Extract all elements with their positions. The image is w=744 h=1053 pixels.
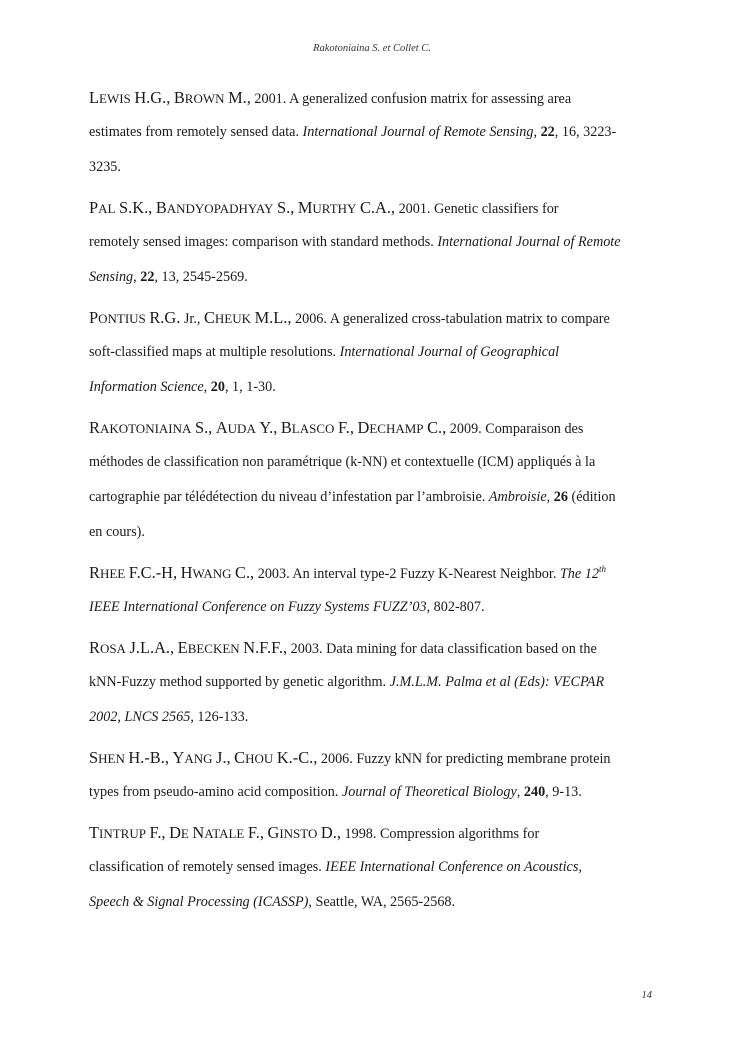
author-initial: R — [89, 638, 100, 657]
author-surname: URTHY — [312, 201, 357, 216]
running-header: Rakotoniaina S. et Collet C. — [313, 43, 431, 54]
author-given: Y., — [259, 418, 278, 437]
volume-number: 26 — [553, 489, 568, 505]
author-initial: E — [177, 638, 188, 657]
reference-entry — [89, 80, 659, 185]
author-initial: L — [89, 88, 100, 107]
reference-year: 2009. — [449, 421, 482, 437]
volume-number: 240 — [523, 784, 546, 800]
author-surname: ATALE — [204, 826, 245, 841]
author-given: M.L., — [254, 308, 292, 327]
journal-title: Journal of Theoretical Biology — [341, 784, 517, 800]
journal-title: International Journal of Geographical — [339, 344, 560, 360]
reference-line — [89, 850, 659, 885]
author-initial: R — [89, 563, 100, 582]
author-initial: P — [89, 198, 99, 217]
author-given: R.G. — [149, 308, 181, 327]
reference-year: 2001. — [254, 91, 287, 107]
reference-line — [89, 225, 659, 260]
reference-text: Comparaison des — [485, 421, 584, 437]
journal-title: International Journal of Remote — [437, 234, 621, 250]
author-surname: LASCO — [291, 421, 335, 436]
author-given: M., — [228, 88, 251, 107]
reference-punct: , — [203, 379, 208, 395]
reference-punct: , — [516, 784, 521, 800]
author-surname: E — [180, 826, 189, 841]
reference-line — [89, 515, 659, 550]
author-given: N.F.F., — [243, 638, 288, 657]
reference-line — [89, 335, 659, 370]
reference-text: 3235. — [89, 159, 121, 175]
reference-entry — [89, 740, 659, 810]
author-surname: INTRUP — [99, 826, 146, 841]
author-surname: HEN — [98, 751, 125, 766]
reference-year: 2001. — [398, 201, 431, 217]
author-initial: S — [89, 748, 99, 767]
journal-title: Information Science — [89, 379, 204, 395]
author-surname: AKOTONIAINA — [99, 421, 192, 436]
author-initial: T — [89, 823, 100, 842]
author-given: F., — [149, 823, 166, 842]
author-given: S.K., — [119, 198, 153, 217]
author-surname: ANG — [184, 751, 213, 766]
reference-text: méthodes de classification non paramétrique (k-NN) et contextuelle (ICM) appliqués à la — [89, 454, 596, 470]
reference-line — [89, 775, 659, 810]
reference-line — [89, 815, 659, 850]
author-surname: ONTIUS — [98, 311, 146, 326]
reference-entry — [89, 815, 659, 920]
reference-text: en cours). — [89, 524, 145, 540]
author-surname: BECKEN — [187, 641, 240, 656]
reference-entry — [89, 410, 659, 550]
volume-number: 20 — [210, 379, 225, 395]
reference-year: 2003. — [290, 641, 323, 657]
journal-title: IEEE International Conference on Fuzzy Systems FUZZ’03 — [89, 599, 427, 615]
reference-line — [89, 370, 659, 405]
author-surname: OSA — [99, 641, 126, 656]
journal-title: Speech & Signal Processing (ICASSP) — [89, 894, 309, 910]
author-given: F., — [337, 418, 354, 437]
reference-line — [89, 410, 659, 445]
author-surname: AL — [98, 201, 116, 216]
reference-year: 2006. — [295, 311, 327, 327]
journal-title: IEEE International Conference on Acoustics, — [325, 859, 582, 875]
author-initial: D — [169, 823, 181, 842]
reference-line — [89, 700, 659, 735]
author-initial: H — [180, 563, 193, 582]
author-initial: C — [203, 308, 215, 327]
reference-text: An interval type-2 Fuzzy K-Nearest Neighbor. — [292, 566, 557, 582]
reference-line — [89, 630, 659, 665]
reference-pages: , 9-13. — [545, 784, 582, 800]
reference-text: cartographie par télédétection du niveau d’infestation par l’ambroisie. — [89, 489, 486, 505]
author-surname: HOU — [245, 751, 274, 766]
reference-text: A generalized confusion matrix for assessing area — [289, 91, 572, 107]
author-surname: HEE — [99, 566, 126, 581]
reference-line — [89, 445, 659, 480]
reference-text: types from pseudo-amino acid composition. — [89, 784, 339, 800]
author-initial: P — [89, 308, 99, 327]
reference-pages: , 802-807. — [426, 599, 485, 615]
author-surname: WANG — [192, 566, 232, 581]
reference-punct: , — [533, 124, 538, 140]
author-surname: INSTO — [279, 826, 318, 841]
reference-line — [89, 480, 659, 515]
reference-year: 2006. — [320, 751, 353, 767]
author-given: J., — [216, 748, 231, 767]
reference-line — [89, 300, 659, 335]
reference-text: Fuzzy kNN for predicting membrane protein — [356, 751, 611, 767]
author-surname: ANDYOPADHYAY — [166, 201, 274, 216]
reference-text: kNN-Fuzzy method supported by genetic algorithm. — [89, 674, 387, 690]
author-initial: M — [297, 198, 313, 217]
author-initial: Y — [172, 748, 185, 767]
reference-entry — [89, 190, 659, 295]
author-given: H.G., — [134, 88, 171, 107]
reference-line — [89, 150, 659, 185]
reference-pages: (édition — [567, 489, 616, 505]
reference-text: soft-classified maps at multiple resolutions. — [89, 344, 337, 360]
reference-pages: , 16, 3223- — [554, 124, 617, 140]
reference-line — [89, 260, 659, 295]
reference-entry — [89, 630, 659, 735]
page-number: 14 — [641, 990, 652, 1001]
author-given: H.-B., — [128, 748, 169, 767]
reference-pages: , Seattle, WA, 2565-2568. — [308, 894, 456, 910]
reference-text: A generalized cross-tabulation matrix to compare — [329, 311, 610, 327]
author-initial: G — [267, 823, 280, 842]
author-initial: B — [155, 198, 167, 217]
reference-line — [89, 740, 659, 775]
journal-title: 2002, LNCS 2565 — [89, 709, 191, 725]
reference-line — [89, 190, 659, 225]
reference-line — [89, 80, 659, 115]
reference-entry — [89, 300, 659, 405]
reference-punct: , — [133, 269, 137, 285]
author-given: F., — [247, 823, 264, 842]
author-initial: A — [215, 418, 228, 437]
reference-year: 2003. — [257, 566, 290, 582]
journal-title: The 12 — [559, 566, 599, 582]
reference-entry — [89, 555, 659, 625]
journal-title: International Journal of Remote Sensing — [302, 124, 534, 140]
reference-line — [89, 590, 659, 625]
author-given: K.-C., — [276, 748, 318, 767]
author-given: S., — [276, 198, 295, 217]
author-suffix: Jr., — [183, 311, 201, 327]
author-given: C.A., — [359, 198, 396, 217]
reference-text: Data mining for data classification based on the — [326, 641, 597, 657]
author-given: S., — [194, 418, 213, 437]
author-initial: N — [192, 823, 205, 842]
reference-line — [89, 115, 659, 150]
author-initial: B — [173, 88, 185, 107]
reference-text: classification of remotely sensed images. — [89, 859, 322, 875]
author-surname: ECHAMP — [369, 421, 424, 436]
reference-line — [89, 885, 659, 920]
author-initial: C — [234, 748, 246, 767]
journal-title: J.M.L.M. Palma et al (Eds): VECPAR — [389, 674, 605, 690]
reference-text: estimates from remotely sensed data. — [89, 124, 299, 140]
reference-list — [89, 80, 659, 925]
reference-text: Genetic classifiers for — [434, 201, 559, 217]
reference-text: Compression algorithms for — [379, 826, 540, 842]
author-given: C., — [235, 563, 255, 582]
author-surname: ROWN — [184, 91, 225, 106]
author-given: C., — [427, 418, 447, 437]
author-surname: HEUK — [214, 311, 252, 326]
ordinal-suffix: th — [598, 564, 606, 574]
author-given: D., — [320, 823, 341, 842]
reference-pages: , 13, 2545-2569. — [154, 269, 248, 285]
reference-year: 1998. — [344, 826, 377, 842]
author-given: J.L.A., — [129, 638, 175, 657]
author-initial: R — [89, 418, 100, 437]
reference-line — [89, 555, 659, 590]
author-surname: EWIS — [99, 91, 131, 106]
journal-title: Sensing — [89, 269, 134, 285]
volume-number: 22 — [140, 269, 155, 285]
reference-punct: , — [546, 489, 551, 505]
author-initial: D — [357, 418, 370, 437]
author-initial: B — [280, 418, 292, 437]
reference-text: remotely sensed images: comparison with standard methods. — [89, 234, 434, 250]
author-given: F.C.-H, — [128, 563, 178, 582]
reference-pages: , 1, 1-30. — [224, 379, 276, 395]
volume-number: 22 — [540, 124, 555, 140]
reference-line — [89, 665, 659, 700]
reference-pages: , 126-133. — [190, 709, 249, 725]
journal-title: Ambroisie — [488, 489, 547, 505]
author-surname: UDA — [227, 421, 256, 436]
